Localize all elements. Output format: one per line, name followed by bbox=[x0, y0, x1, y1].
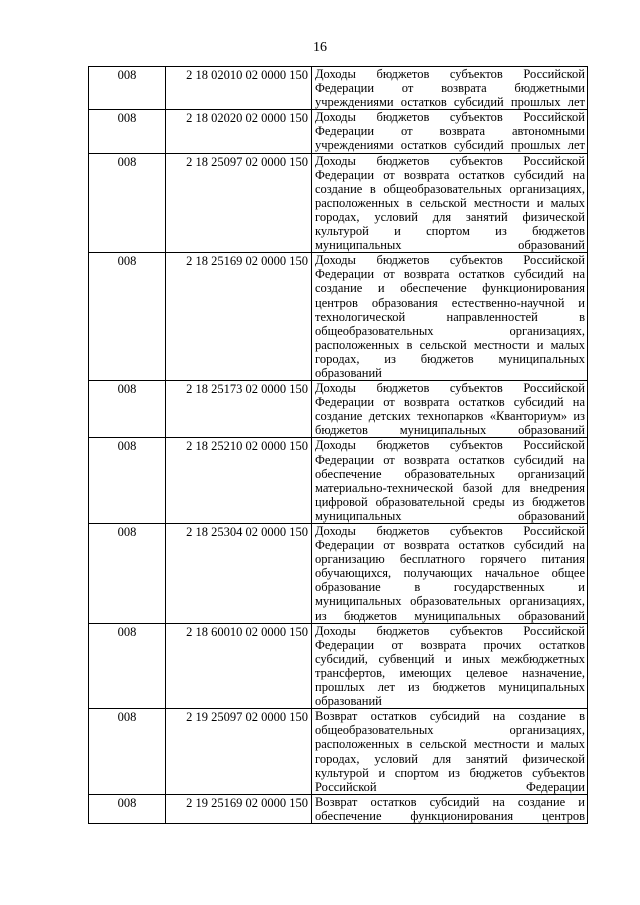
income-name-line: создание и обеспечение функционирования bbox=[315, 281, 585, 296]
admin-code-cell: 008 bbox=[89, 153, 166, 253]
income-name-line: Доходы бюджетов субъектов Российской bbox=[315, 153, 585, 168]
income-name-line: Федерации от возврата бюджетными bbox=[315, 81, 585, 96]
income-name-cell bbox=[312, 381, 588, 438]
admin-code-cell: 008 bbox=[89, 709, 166, 795]
admin-code-cell: 008 bbox=[89, 110, 166, 153]
income-name-line: Федерации от возврата остатков субсидий на bbox=[315, 452, 585, 467]
income-name-line: Доходы бюджетов субъектов Российской bbox=[315, 524, 585, 538]
admin-code-cell: 008 bbox=[89, 67, 166, 110]
income-name-line: обеспечение функционирования центров bbox=[315, 808, 585, 823]
income-name-cell bbox=[312, 623, 588, 709]
table-row bbox=[89, 381, 588, 438]
income-name-line: центров образования естественно-научной и bbox=[315, 295, 585, 310]
income-name-line: расположенных в сельской местности и малых bbox=[315, 737, 585, 752]
budget-classification-table bbox=[88, 66, 588, 824]
budget-code-cell: 2 19 25097 02 0000 150 bbox=[166, 709, 312, 795]
income-name-cell bbox=[312, 794, 588, 823]
income-name-line: Доходы бюджетов субъектов Российской bbox=[315, 623, 585, 638]
income-name-line: расположенных в сельской местности и малых bbox=[315, 195, 585, 210]
income-name-cell bbox=[312, 438, 588, 524]
income-name-line: культурой и спортом из бюджетов bbox=[315, 224, 585, 239]
income-name-line: цифровой образовательной среды из бюджетов bbox=[315, 494, 585, 509]
admin-code-cell: 008 bbox=[89, 794, 166, 823]
budget-code-cell: 2 18 25097 02 0000 150 bbox=[166, 153, 312, 253]
admin-code-cell: 008 bbox=[89, 253, 166, 381]
table-row bbox=[89, 438, 588, 524]
budget-code-cell: 2 18 25210 02 0000 150 bbox=[166, 438, 312, 524]
income-name-line: муниципальных образований bbox=[315, 508, 585, 523]
table-row bbox=[89, 67, 588, 110]
table-row bbox=[89, 153, 588, 253]
income-name-line: городах, из бюджетов муниципальных bbox=[315, 351, 585, 366]
income-name-line: Возврат остатков субсидий на создание в bbox=[315, 709, 585, 724]
income-name-line: учреждениями остатков субсидий прошлых лет bbox=[315, 95, 585, 110]
income-name-line: Федерации от возврата остатков субсидий на bbox=[315, 538, 585, 553]
income-name-line: трансфертов, имеющих целевое назначение, bbox=[315, 665, 585, 680]
budget-code-cell: 2 18 02020 02 0000 150 bbox=[166, 110, 312, 153]
income-name-line: образований bbox=[315, 365, 382, 380]
income-name-cell bbox=[312, 153, 588, 253]
income-name-cell bbox=[312, 67, 588, 110]
admin-code-cell: 008 bbox=[89, 438, 166, 524]
income-name-line: из бюджетов муниципальных образований bbox=[315, 608, 585, 623]
income-name-line: Возврат остатков субсидий на создание и bbox=[315, 794, 585, 809]
admin-code-cell: 008 bbox=[89, 623, 166, 709]
income-name-cell bbox=[312, 709, 588, 795]
income-name-line: Доходы бюджетов субъектов Российской bbox=[315, 253, 585, 268]
income-name-line: Федерации от возврата остатков субсидий на bbox=[315, 267, 585, 282]
income-name-line: создание в общеобразовательных организациях, bbox=[315, 181, 585, 196]
income-name-line: общеобразовательных организациях, bbox=[315, 323, 585, 338]
income-name-line: Федерации от возврата остатков субсидий на bbox=[315, 167, 585, 182]
income-name-line: Российской Федерации bbox=[315, 779, 585, 794]
table-row bbox=[89, 794, 588, 823]
income-name-line: городах, условий для занятий физической bbox=[315, 209, 585, 224]
income-name-line: субсидий, субвенций и иных межбюджетных bbox=[315, 651, 585, 666]
income-name-line: культурой и спортом из бюджетов субъектов bbox=[315, 765, 585, 780]
income-name-line: Доходы бюджетов субъектов Российской bbox=[315, 110, 585, 125]
table-row bbox=[89, 253, 588, 381]
income-name-line: муниципальных образований bbox=[315, 238, 585, 253]
income-name-line: образование в государственных и bbox=[315, 580, 585, 595]
table-body bbox=[89, 67, 588, 824]
income-name-line: прошлых лет из бюджетов муниципальных bbox=[315, 680, 585, 695]
income-name-line: расположенных в сельской местности и малых bbox=[315, 337, 585, 352]
income-name-line: Доходы бюджетов субъектов Российской bbox=[315, 438, 585, 453]
income-name-cell bbox=[312, 253, 588, 381]
income-name-line: создание детских технопарков «Кванториум» из bbox=[315, 409, 585, 424]
table-row bbox=[89, 524, 588, 624]
income-name-cell bbox=[312, 110, 588, 153]
income-name-line: образований bbox=[315, 694, 382, 709]
income-name-line: учреждениями остатков субсидий прошлых лет bbox=[315, 138, 585, 153]
income-name-line: общеобразовательных организациях, bbox=[315, 723, 585, 738]
income-name-line: организацию бесплатного горячего питания bbox=[315, 552, 585, 567]
table-row bbox=[89, 709, 588, 795]
budget-code-cell: 2 18 25304 02 0000 150 bbox=[166, 524, 312, 624]
income-name-line: Федерации от возврата остатков субсидий на bbox=[315, 395, 585, 410]
budget-code-cell: 2 19 25169 02 0000 150 bbox=[166, 794, 312, 823]
income-name-line: бюджетов муниципальных образований bbox=[315, 423, 585, 438]
income-name-line: технологической направленностей в bbox=[315, 309, 585, 324]
budget-code-cell: 2 18 25173 02 0000 150 bbox=[166, 381, 312, 438]
budget-code-cell: 2 18 60010 02 0000 150 bbox=[166, 623, 312, 709]
income-name-line: материально-технической базой для внедрения bbox=[315, 480, 585, 495]
income-name-line: обеспечение образовательных организаций bbox=[315, 466, 585, 481]
income-name-line: муниципальных образовательных организациях, bbox=[315, 594, 585, 609]
income-name-line: обучающихся, получающих начальное общее bbox=[315, 566, 585, 581]
income-name-line: Доходы бюджетов субъектов Российской bbox=[315, 67, 585, 81]
budget-code-cell: 2 18 02010 02 0000 150 bbox=[166, 67, 312, 110]
income-name-cell bbox=[312, 524, 588, 624]
budget-code-cell: 2 18 25169 02 0000 150 bbox=[166, 253, 312, 381]
income-name-line: Федерации от возврата прочих остатков bbox=[315, 637, 585, 652]
table-row bbox=[89, 623, 588, 709]
admin-code-cell: 008 bbox=[89, 524, 166, 624]
admin-code-cell: 008 bbox=[89, 381, 166, 438]
income-name-line: Доходы бюджетов субъектов Российской bbox=[315, 381, 585, 396]
page-number: 16 bbox=[313, 40, 327, 55]
income-name-line: городах, условий для занятий физической bbox=[315, 751, 585, 766]
table-row bbox=[89, 110, 588, 153]
income-name-line: Федерации от возврата автономными bbox=[315, 124, 585, 139]
